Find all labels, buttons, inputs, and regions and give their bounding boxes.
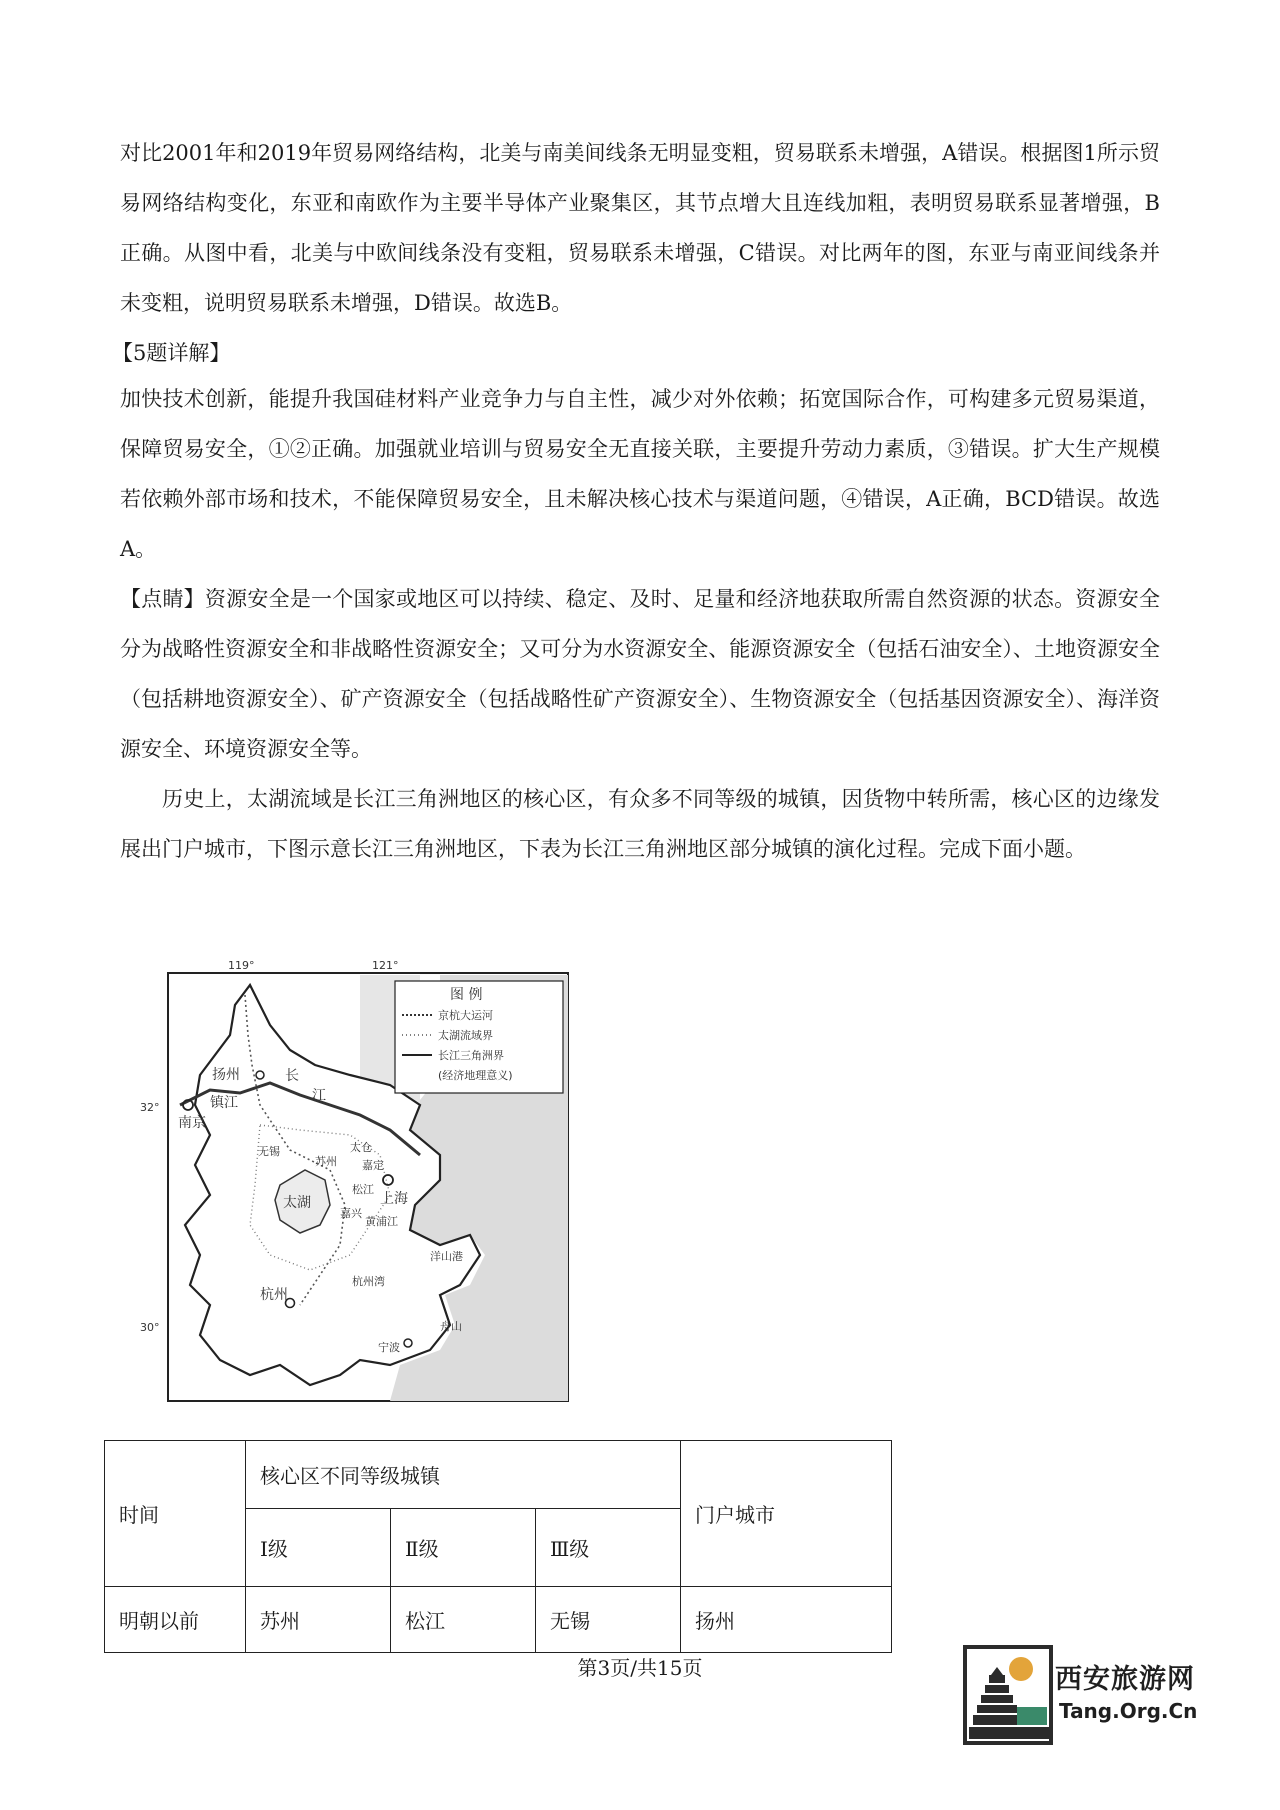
place-suzhou: 苏州 <box>315 1155 337 1168</box>
place-taihu: 太湖 <box>283 1195 311 1211</box>
logo-title: 西安旅游网 <box>1055 1664 1195 1695</box>
place-jiang: 江 <box>312 1088 326 1104</box>
place-hangzhou-bay: 杭州湾 <box>352 1275 385 1288</box>
pagoda-icon <box>963 1645 1053 1745</box>
logo-url: Tang.Org.Cn <box>1059 1699 1198 1723</box>
lat-label-32: 32° <box>140 1101 160 1114</box>
place-chang: 长 <box>285 1068 299 1084</box>
table-cell-level2: 松江 <box>391 1587 536 1653</box>
table-header-time: 时间 <box>105 1441 246 1587</box>
place-hangzhou: 杭州 <box>260 1287 288 1303</box>
tips-paragraph: 【点睛】资源安全是一个国家或地区可以持续、稳定、及时、足量和经济地获取所需自然资源的状态。资源安全分为战略性资源安全和非战略性资源安全；又可分为水资源安全、能源资源安全（包括石油安全）、土地资源安全（包括耕地资源安全）、矿产资源安全（包括战略性矿产资源安全）、生物资源安全（包括基因资源安全）、海洋资源安全、环境资源安全等。 <box>120 587 1160 761</box>
table-level-3: Ⅲ级 <box>536 1509 681 1587</box>
site-logo <box>963 1645 1213 1745</box>
place-ningbo: 宁波 <box>378 1341 400 1354</box>
place-zhenjiang: 镇江 <box>210 1095 238 1111</box>
town-evolution-table <box>104 1440 892 1653</box>
page-number: 第3页/共15页 <box>577 1656 703 1680</box>
question-5-heading: 【5题详解】 <box>112 341 231 365</box>
lat-label-30: 30° <box>140 1321 160 1334</box>
answer-paragraph-4: 对比2001年和2019年贸易网络结构，北美与南美间线条无明显变粗，贸易联系未增强，A错误。根据图1所示贸易网络结构变化，东亚和南欧作为主要半导体产业聚集区，其节点增大且连线加粗，表明贸易联系显著增强，B正确。从图中看，北美与中欧间线条没有变粗，贸易联系未增强，C错误。对比两年的图，东亚与南亚间线条并未变粗，说明贸易联系未增强，D错误。故选B。 <box>120 141 1160 315</box>
place-huangpu: 黄浦江 <box>365 1215 398 1228</box>
answer-paragraph-5: 加快技术创新，能提升我国硅材料产业竞争力与自主性，减少对外依赖；拓宽国际合作，可构建多元贸易渠道，保障贸易安全，①②正确。加强就业培训与贸易安全无直接关联，主要提升劳动力素质，③错误。扩大生产规模若依赖外部市场和技术，不能保障贸易安全，且未解决核心技术与渠道问题，④错误，A正确，BCD错误。故选A。 <box>120 387 1160 561</box>
table-cell-level1: 苏州 <box>246 1587 391 1653</box>
legend-delta-boundary: 长江三角洲界 <box>438 1049 504 1062</box>
place-zhoushan: 舟山 <box>440 1320 462 1333</box>
table-level-2: Ⅱ级 <box>391 1509 536 1587</box>
legend-grand-canal: 京杭大运河 <box>438 1009 493 1022</box>
place-taicang: 太仓 <box>350 1141 372 1154</box>
table-level-1: Ⅰ级 <box>246 1509 391 1587</box>
place-shanghai: 上海 <box>380 1191 408 1207</box>
table-cell-time: 明朝以前 <box>105 1587 246 1653</box>
place-jiading: 嘉定 <box>362 1159 384 1172</box>
place-yangzhou: 扬州 <box>212 1067 240 1083</box>
table-header-core: 核心区不同等级城镇 <box>246 1441 681 1509</box>
legend-title: 图 例 <box>450 987 483 1003</box>
yangtze-delta-map <box>140 955 580 1415</box>
lon-label-121: 121° <box>372 959 399 972</box>
table-header-gateway: 门户城市 <box>681 1441 892 1587</box>
lon-label-119: 119° <box>228 959 255 972</box>
place-wuxi: 无锡 <box>258 1145 280 1158</box>
legend-taihu-basin: 太湖流域界 <box>438 1029 493 1042</box>
place-songjiang: 松江 <box>352 1183 374 1196</box>
table-cell-gateway: 扬州 <box>681 1587 892 1653</box>
legend-econ-note: (经济地理意义) <box>438 1069 513 1082</box>
table-cell-level3: 无锡 <box>536 1587 681 1653</box>
place-jiaxing: 嘉兴 <box>340 1207 362 1220</box>
place-yangshan: 洋山港 <box>430 1250 463 1263</box>
question-intro-paragraph: 历史上，太湖流域是长江三角洲地区的核心区，有众多不同等级的城镇，因货物中转所需，核心区的边缘发展出门户城市，下图示意长江三角洲地区，下表为长江三角洲地区部分城镇的演化过程。完成下面小题。 <box>120 787 1160 861</box>
table-row <box>105 1587 892 1653</box>
place-nanjing: 南京 <box>178 1115 206 1131</box>
